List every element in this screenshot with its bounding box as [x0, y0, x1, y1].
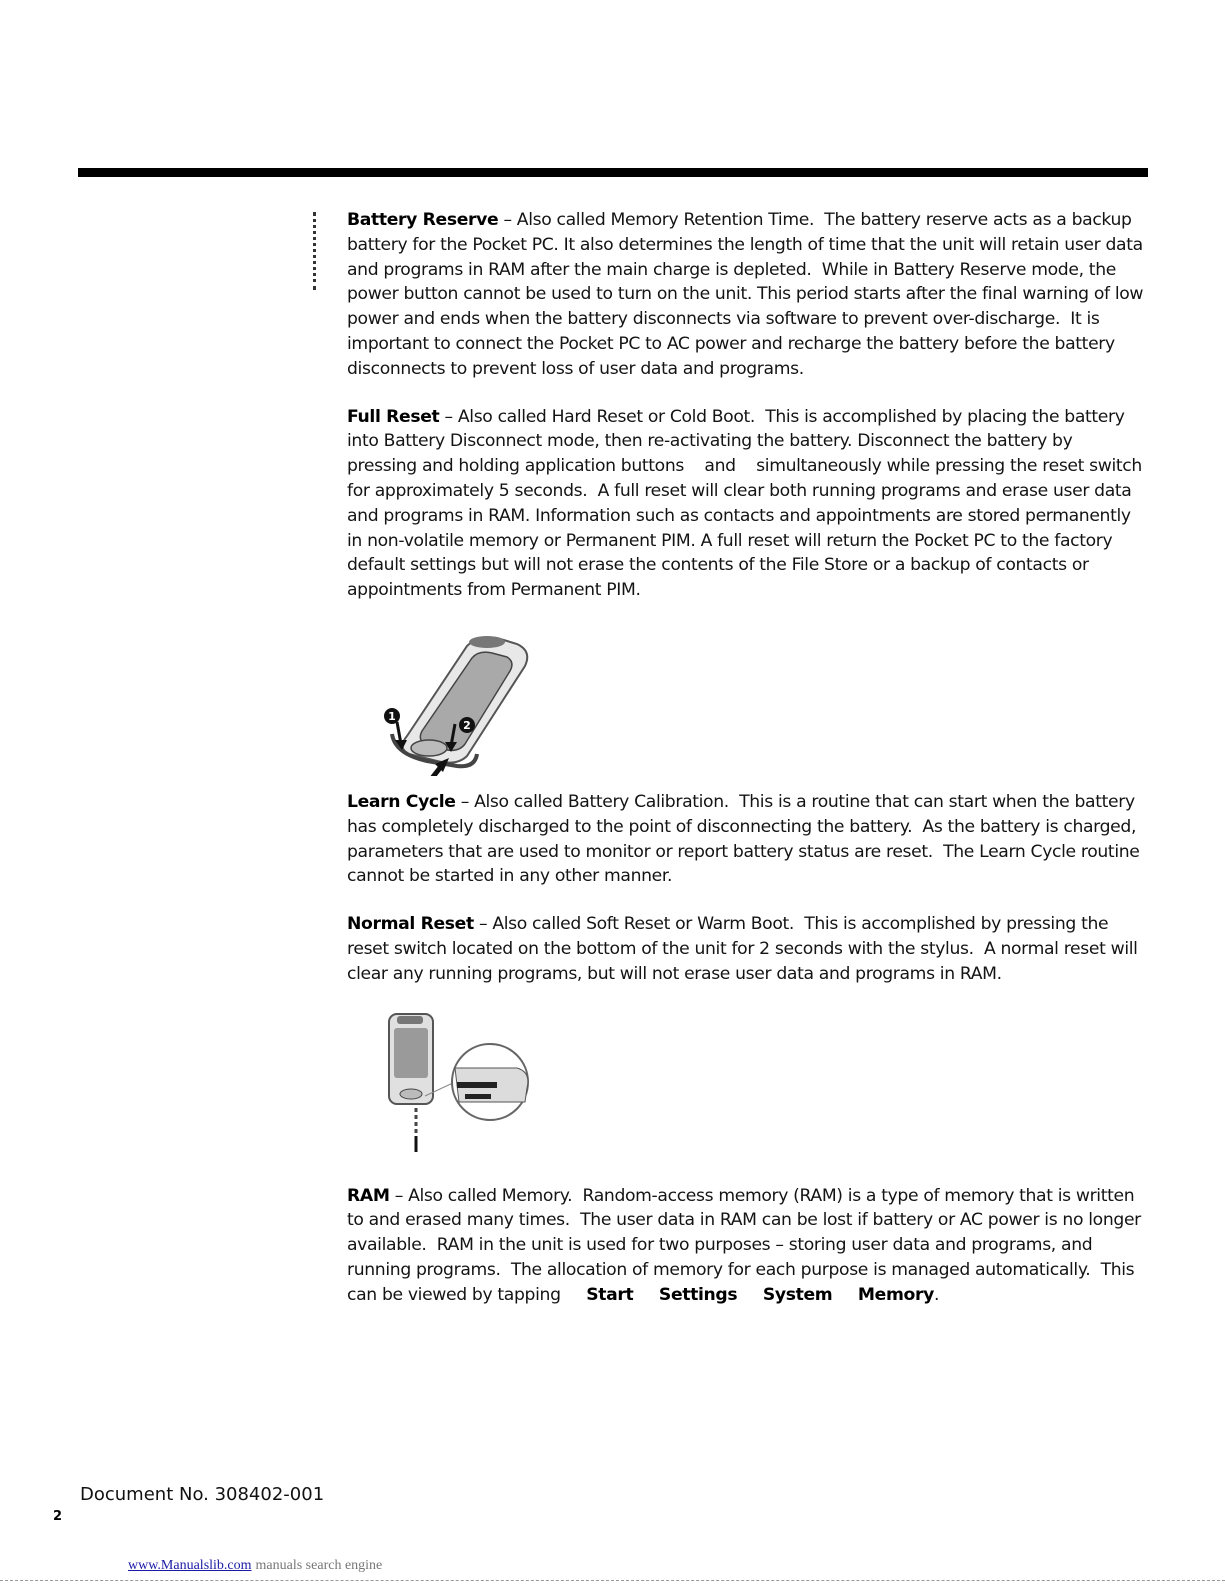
- term-ram: RAM: [347, 1185, 390, 1206]
- content: [347, 208, 1147, 1331]
- term-full-reset: Full Reset: [347, 406, 440, 427]
- term-normal-reset: Normal Reset: [347, 914, 474, 935]
- normal-reset-illustration: [347, 1010, 1147, 1170]
- path-sep-2: [737, 1285, 763, 1305]
- term-battery-reserve: Battery Reserve: [347, 210, 499, 230]
- path-end: .: [933, 1284, 940, 1305]
- document-number: Document No. 308402-001: [80, 1484, 325, 1505]
- body-full-reset: – Also called Hard Reset or Cold Boot. This is accomplished by placing the battery into Battery Disconnect mode, then re-activating the battery. Disconnect the battery by pressing and holding application buttons and simultaneously while pressing the reset switch for approximately 5 seconds. A full reset will clear both running programs and erase user data and programs in RAM. Information such as contacts and appointments are stored permanently in non-volatile memory or Permanent PIM. A full reset will return the Pocket PC to the factory default settings but will not erase the contents of the File Store or a backup of contacts or appointments from Permanent PIM.: [347, 406, 1148, 601]
- path-system: System: [762, 1284, 833, 1305]
- callout-2-label: 2: [463, 718, 471, 732]
- entry-battery-reserve: [347, 208, 1147, 382]
- header-rule: [78, 168, 1148, 177]
- path-memory: Memory: [857, 1284, 934, 1305]
- pocket-pc-stylus-image: [347, 1010, 547, 1170]
- body-battery-reserve: – Also called Memory Retention Time. The battery reserve acts as a backup battery for the Pocket PC. It also determines the length of time that the unit will retain user data and programs in RAM after the main charge is depleted. While in Battery Reserve mode, the power button cannot be used to turn on the unit. This period starts after the final warning of low power and ends when the battery disconnects via software to prevent over-discharge. It is important to connect the Pocket PC to AC power and recharge the battery before the battery disconnects to prevent loss of user data and programs.: [347, 210, 1149, 379]
- entry-ram: [347, 1184, 1147, 1308]
- body-normal-reset: – Also called Soft Reset or Warm Boot. This is accomplished by pressing the reset switch located on the bottom of the unit for 2 seconds with the stylus. A normal reset will clear any running programs, but will not erase user data and programs in RAM.: [347, 914, 1143, 984]
- pocket-pc-buttons-image: [347, 626, 547, 776]
- footer-tagline: manuals search engine: [255, 1558, 383, 1573]
- path-start: Start: [586, 1284, 634, 1305]
- full-reset-illustration: [347, 626, 1147, 776]
- body-learn-cycle: – Also called Battery Calibration. This is a routine that can start when the battery has completely discharged to the point of disconnecting the battery. As the battery is charged, parameters that are used to monitor or report battery status are reset. The Learn Cycle routine cannot be started in any other manner.: [347, 791, 1145, 887]
- entry-learn-cycle: [347, 790, 1147, 889]
- page-number: 2: [53, 1509, 63, 1524]
- entry-full-reset: [347, 405, 1147, 603]
- footer-rule: [0, 1580, 1225, 1581]
- margin-dots: [313, 212, 320, 290]
- entry-normal-reset: [347, 912, 1147, 986]
- path-sep-3: [832, 1285, 858, 1305]
- path-sep-1: [633, 1285, 659, 1305]
- body-ram: – Also called Memory. Random-access memory (RAM) is a type of memory that is written to and erased many times. The user data in RAM can be lost if battery or AC power is no longer available. RAM in the unit is used for two purposes – storing user data and programs, and running programs. The allocation of memory for each purpose is managed automatically. This can be viewed by tapping: [347, 1185, 1147, 1305]
- footer: [128, 1558, 382, 1574]
- term-learn-cycle: Learn Cycle: [347, 791, 456, 812]
- callout-1-label: 1: [388, 709, 396, 723]
- manualslib-link[interactable]: www.Manualslib.com: [128, 1558, 252, 1573]
- path-settings: Settings: [658, 1284, 738, 1305]
